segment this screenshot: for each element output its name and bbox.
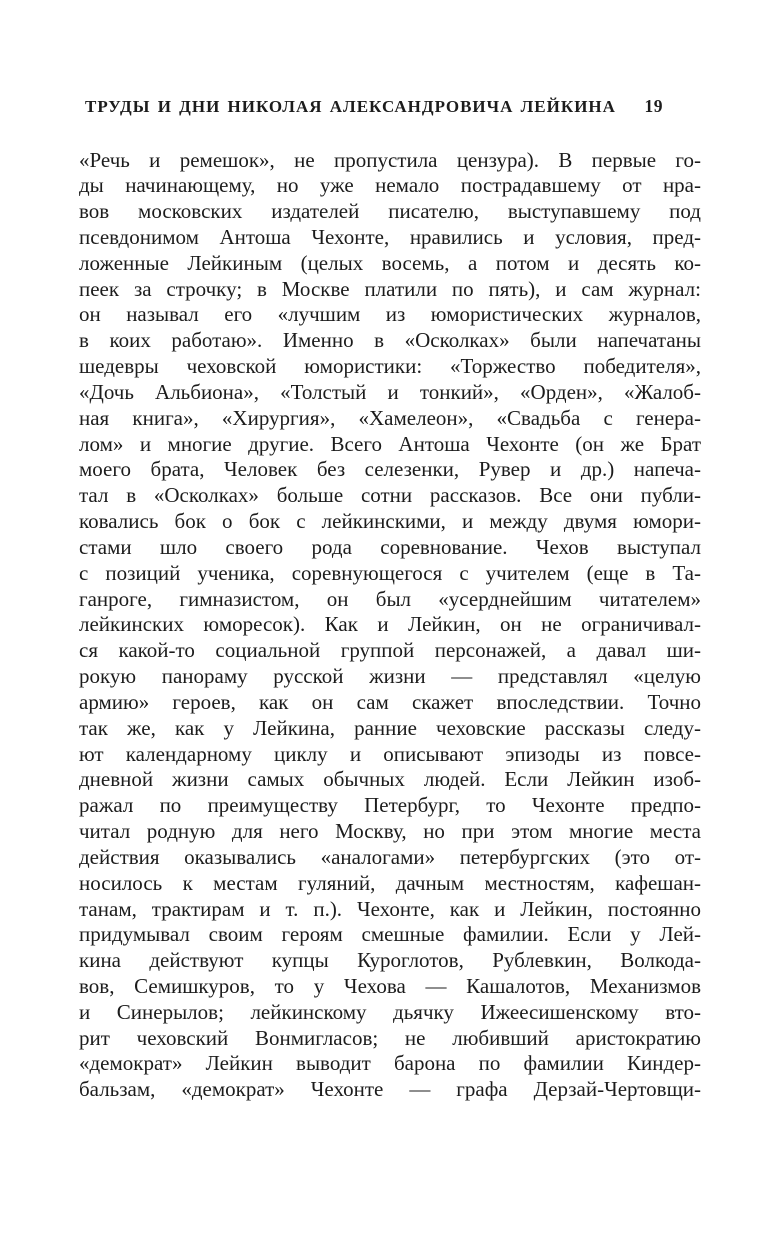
text-line: носилось к местам гуляний, дачным местностям, кафешан- bbox=[79, 870, 701, 895]
text-line: действия оказывались «аналогами» петербургских (это от- bbox=[79, 844, 701, 869]
text-line: кина действуют купцы Куроглотов, Рублевкин, Волкода- bbox=[79, 948, 701, 973]
text-line: танам, трактирам и т. п.). Чехонте, как и Лейкин, постоянно bbox=[79, 896, 701, 921]
text-line: и Синерылов; лейкинскому дьячку Ижеесишенскому вто- bbox=[79, 999, 701, 1024]
text-line: вов московских издателей писателю, выступавшему под bbox=[79, 199, 701, 224]
text-line: так же, как у Лейкина, ранние чеховские рассказы следу- bbox=[79, 715, 701, 740]
text-line: ды начинающему, но уже немало пострадавшему от нра- bbox=[79, 173, 701, 198]
text-line: пеек за строчку; в Москве платили по пять), и сам журнал: bbox=[79, 276, 701, 301]
text-line: шедевры чеховской юмористики: «Торжество победителя», bbox=[79, 354, 701, 379]
text-line: придумывал своим героям смешные фамилии. Если у Лей- bbox=[79, 922, 701, 947]
text-line: псевдонимом Антоша Чехонте, нравились и условия, пред- bbox=[79, 224, 701, 249]
text-line: «демократ» Лейкин выводит барона по фамилии Киндер- bbox=[79, 1051, 701, 1076]
text-line: ная книга», «Хирургия», «Хамелеон», «Свадьба с генера- bbox=[79, 405, 701, 430]
text-line: дневной жизни самых обычных людей. Если Лейкин изоб- bbox=[79, 767, 701, 792]
text-line: ражал по преимуществу Петербург, то Чехонте предпо- bbox=[79, 793, 701, 818]
text-line: с позиций ученика, соревнующегося с учителем (еще в Та- bbox=[79, 560, 701, 585]
text-line: читал родную для него Москву, но при этом многие места bbox=[79, 819, 701, 844]
text-line: ют календарному циклу и описывают эпизоды из повсе- bbox=[79, 741, 701, 766]
text-line: лейкинских юморесок). Как и Лейкин, он не ограничивал- bbox=[79, 612, 701, 637]
text-line: в коих работаю». Именно в «Осколках» были напечатаны bbox=[79, 328, 701, 353]
text-line: лом» и многие другие. Всего Антоша Чехонте (он же Брат bbox=[79, 431, 701, 456]
text-line: рокую панораму русской жизни — представлял «целую bbox=[79, 664, 701, 689]
page-body bbox=[79, 148, 701, 1104]
text-line: армию» героев, как он сам скажет впоследствии. Точно bbox=[79, 689, 701, 714]
running-header bbox=[85, 98, 663, 116]
text-line: стами шло своего рода соревнование. Чехов выступал bbox=[79, 534, 701, 559]
text-line: бальзам, «демократ» Чехонте — графа Дерзай-Чертовщи- bbox=[79, 1077, 701, 1102]
text-line: моего брата, Человек без селезенки, Рувер и др.) напеча- bbox=[79, 457, 701, 482]
text-line: «Дочь Альбиона», «Толстый и тонкий», «Орден», «Жалоб- bbox=[79, 379, 701, 404]
text-line: ковались бок о бок с лейкинскими, и между двумя юмори- bbox=[79, 509, 701, 534]
text-line: тал в «Осколках» больше сотни рассказов. Все они публи- bbox=[79, 483, 701, 508]
text-line: ся какой-то социальной группой персонажей, а давал ши- bbox=[79, 638, 701, 663]
text-line: вов, Семишкуров, то у Чехова — Кашалотов, Механизмов bbox=[79, 974, 701, 998]
text-line: он называл его «лучшим из юмористических журналов, bbox=[79, 302, 701, 327]
text-line: ганроге, гимназистом, он был «усерднейшим читателем» bbox=[79, 586, 701, 611]
text-line: «Речь и ремешок», не пропустила цензура). В первые го- bbox=[79, 147, 701, 172]
running-header-title: ТРУДЫ И ДНИ НИКОЛАЯ АЛЕКСАНДРОВИЧА ЛЕЙКИНА bbox=[85, 97, 616, 116]
page-number: 19 bbox=[644, 96, 663, 116]
text-line: ложенные Лейкиным (целых восемь, а потом и десять ко- bbox=[79, 250, 701, 275]
text-line: рит чеховский Вонмигласов; не любивший аристократию bbox=[79, 1025, 701, 1050]
